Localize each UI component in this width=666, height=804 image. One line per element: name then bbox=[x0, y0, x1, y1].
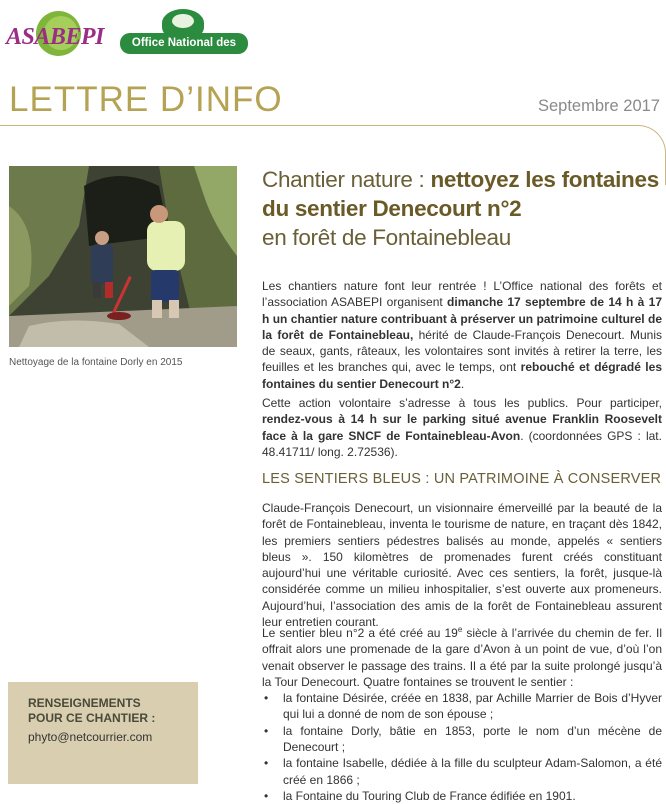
newsletter-title: LETTRE D’INFO bbox=[9, 80, 283, 119]
paragraph-meeting-text: . (coordonnées GPS : lat. 48.41711/ long. 2.72536). bbox=[262, 428, 662, 459]
contact-email[interactable]: phyto@netcourrier.com bbox=[28, 730, 153, 744]
paragraph-intro-bold: rebouché et dégradé les fontaines du sentier Denecourt n°2 bbox=[262, 360, 662, 391]
section-heading: LES SENTIERS BLEUS : UN PATRIMOINE À CONSERVER bbox=[262, 471, 662, 487]
paragraph-intro-text: Les chantiers nature font leur rentrée ! L’Office national des forêts et l’association ASABEPI organisent bbox=[262, 279, 662, 310]
paragraph-sentier bbox=[262, 622, 662, 804]
list-item: • la fontaine Dorly, bâtie en 1853, porte le nom d’un mécène de Denecourt ; bbox=[262, 723, 662, 756]
article-title bbox=[262, 165, 662, 252]
list-item: • la fontaine Désirée, créée en 1838, par Achille Marrier de Bois d’Hyver qui lui a donné de nom de son épouse ; bbox=[262, 690, 662, 723]
tree-icon-highlight bbox=[172, 14, 194, 28]
paragraph-meeting-text: Cette action volontaire s’adresse à tous les publics. Pour participer, bbox=[262, 396, 662, 410]
newsletter-date: Septembre 2017 bbox=[537, 97, 660, 115]
list-item: • la fontaine Isabelle, dédiée à la fille du sculpteur Adam-Salomon, a été créé en 1866 ; bbox=[262, 755, 662, 788]
paragraph-intro bbox=[262, 278, 662, 392]
article-title-bold: nettoyez les fontaines du sentier Denecourt n°2 bbox=[262, 167, 659, 221]
paragraph-sentier-sup: e bbox=[457, 625, 463, 634]
asabepi-logo-text: ASABEPI bbox=[6, 24, 104, 50]
paragraph-sentier-part: siècle à l’arrivée du chemin de fer. Il offrait alors une promenade de la gare d’Avon à un point de vue, d’où l’on venait observer le passage des trains. Il a été par la suite prolongé jusqu’à la Tour Denecourt. Quatre fontaines se trouvent le sentier : bbox=[262, 626, 662, 689]
paragraph-intro-text: . bbox=[460, 376, 465, 391]
paragraph-history: Claude-François Denecourt, un visionnaire émerveillé par la beauté de la forêt de Fontainebleau, inventa le tourisme de nature, en traçant dès 1842, les premiers sentiers pédestres balisés au monde, appelés « sentiers bleus ». 150 kilomètres de promenades furent créés constituant aujourd’hui une véritable curiosité. Avec ces sentiers, la forêt, jusque-là considérée comme un milieu inhospitalier, s’est ouverte aux promeneurs. Aujourd’hui, l’association des amis de la forêt de Fontainebleau assurent leur entretien courant. bbox=[262, 501, 662, 630]
article-photo bbox=[9, 166, 237, 347]
article-title-tail: en forêt de Fontainebleau bbox=[262, 225, 511, 250]
info-box bbox=[8, 682, 198, 784]
asabepi-logo bbox=[6, 10, 106, 60]
paragraph-sentier-part: Le sentier bleu n°2 a été créé au 19 bbox=[262, 626, 458, 640]
paragraph-sentier-text bbox=[262, 622, 662, 690]
paragraph-intro-text: hérité de Claude-François Denecourt. Munis de seaux, gants, râteaux, les volontaires sont invités à retirer la terre, les feuilles et les branches qui, avec le temps, ont bbox=[262, 327, 663, 375]
photo-caption: Nettoyage de la fontaine Dorly en 2015 bbox=[9, 357, 183, 368]
paragraph-meeting bbox=[262, 395, 662, 460]
list-item: • la Fontaine du Touring Club de France édifiée en 1901. bbox=[262, 788, 662, 804]
photo-illustration bbox=[9, 166, 237, 347]
article-title-lead: Chantier nature : bbox=[262, 167, 431, 192]
paragraph-meeting-bold: rendez-vous à 14 h sur le parking situé avenue Franklin Roosevelt face à la gare SNCF de Fontainebleau-Avon bbox=[262, 412, 662, 443]
paragraph-intro-bold: dimanche 17 septembre de 14 h à 17 h un chantier nature contribuant à préserver un patrimoine culturel de la forêt de Fontainebleau, bbox=[262, 295, 662, 342]
fountain-list bbox=[262, 690, 662, 804]
onf-logo-text: Office National des Forêts bbox=[120, 33, 248, 54]
onf-logo bbox=[120, 9, 248, 70]
info-box-title: RENSEIGNEMENTS POUR CE CHANTIER : bbox=[28, 696, 156, 725]
